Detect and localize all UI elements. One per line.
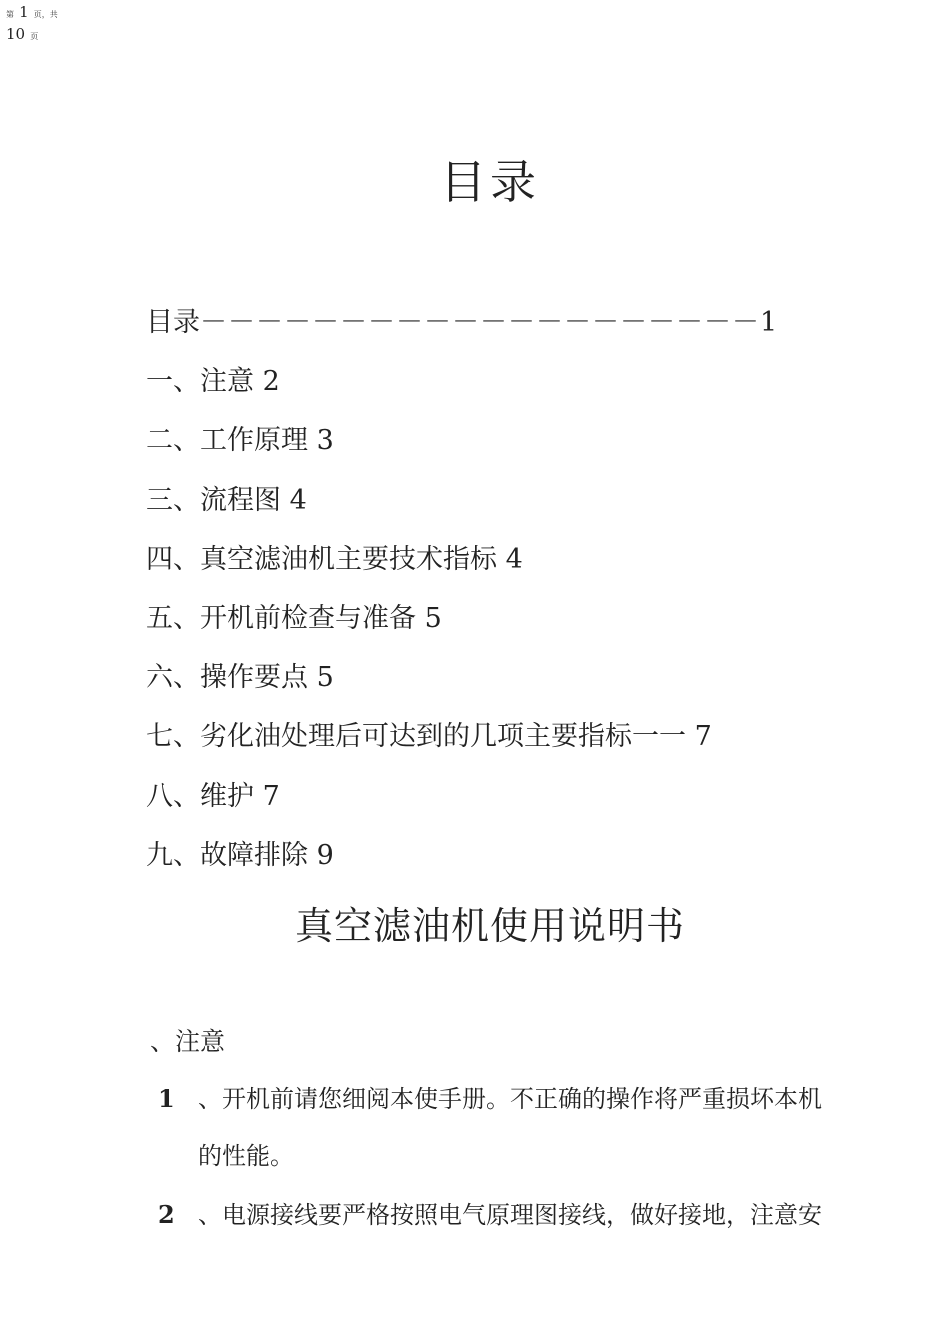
toc-entry-page: 7 bbox=[694, 721, 712, 753]
toc-entry-page: 4 bbox=[289, 484, 307, 516]
document-title: 真空滤油机使用说明书 bbox=[294, 904, 685, 948]
toc-entry[interactable] bbox=[146, 658, 777, 717]
toc-entry[interactable] bbox=[146, 777, 777, 836]
toc-entry[interactable] bbox=[146, 717, 777, 776]
paragraph bbox=[158, 1070, 860, 1185]
page-counter-suffix: 页 bbox=[30, 32, 39, 41]
toc-list bbox=[146, 303, 777, 895]
paragraph-text: 、电源接线要严格按照电气原理图接线，做好接地，注意安 bbox=[198, 1201, 822, 1229]
toc-entry-page: 3 bbox=[316, 425, 334, 457]
page-counter-current: 1 bbox=[19, 3, 29, 21]
page-counter-middle: 页，共 bbox=[33, 10, 58, 19]
toc-entry-leader: －－－－－－－－－－－－－－－－－－－－ bbox=[200, 307, 760, 338]
toc-entry-label: 六、操作要点 bbox=[146, 662, 308, 694]
page-counter-prefix: 第 bbox=[6, 10, 14, 19]
toc-entry-page: 2 bbox=[262, 366, 280, 398]
toc-entry[interactable] bbox=[146, 836, 777, 895]
toc-entry[interactable] bbox=[146, 303, 777, 362]
toc-entry-page: 4 bbox=[505, 543, 523, 575]
paragraph-number: 2 bbox=[158, 1200, 175, 1229]
toc-entry-label: 二、工作原理 bbox=[146, 425, 308, 457]
toc-entry[interactable] bbox=[146, 481, 777, 540]
page-counter-total-line bbox=[6, 26, 38, 42]
toc-entry-label: 八、维护 bbox=[146, 780, 254, 812]
toc-entry-label: 一、注意 bbox=[146, 366, 254, 398]
toc-entry[interactable] bbox=[146, 599, 777, 658]
toc-entry[interactable] bbox=[146, 362, 777, 421]
toc-entry-label: 目录 bbox=[146, 307, 200, 338]
page-counter-current-line bbox=[6, 4, 58, 20]
toc-entry[interactable] bbox=[146, 540, 777, 599]
paragraph-line bbox=[158, 1070, 860, 1128]
toc-entry-label: 九、故障排除 bbox=[146, 839, 308, 871]
toc-entry-page: 5 bbox=[424, 602, 442, 634]
toc-entry[interactable] bbox=[146, 421, 777, 480]
paragraph-continuation: 的性能。 bbox=[198, 1142, 294, 1170]
toc-entry-label: 四、真空滤油机主要技术指标 bbox=[146, 543, 497, 575]
paragraph bbox=[158, 1186, 860, 1244]
toc-entry-label: 七、劣化油处理后可达到的几项主要指标一一 bbox=[146, 721, 686, 753]
paragraph-text: 、开机前请您细阅本使手册。不正确的操作将严重损坏本机 bbox=[198, 1085, 822, 1113]
toc-entry-page: 1 bbox=[760, 307, 778, 338]
page-counter-total: 10 bbox=[6, 25, 26, 43]
toc-entry-label: 三、流程图 bbox=[146, 484, 281, 516]
toc-entry-page: 9 bbox=[316, 839, 334, 871]
toc-entry-label: 五、开机前检查与准备 bbox=[146, 602, 416, 634]
toc-title: 目录 bbox=[440, 155, 540, 209]
toc-entry-page: 7 bbox=[262, 780, 280, 812]
section-heading: 、注意 bbox=[150, 1027, 226, 1056]
toc-entry-page: 5 bbox=[316, 662, 334, 694]
paragraph-line bbox=[158, 1186, 860, 1244]
paragraph-number: 1 bbox=[158, 1084, 175, 1113]
